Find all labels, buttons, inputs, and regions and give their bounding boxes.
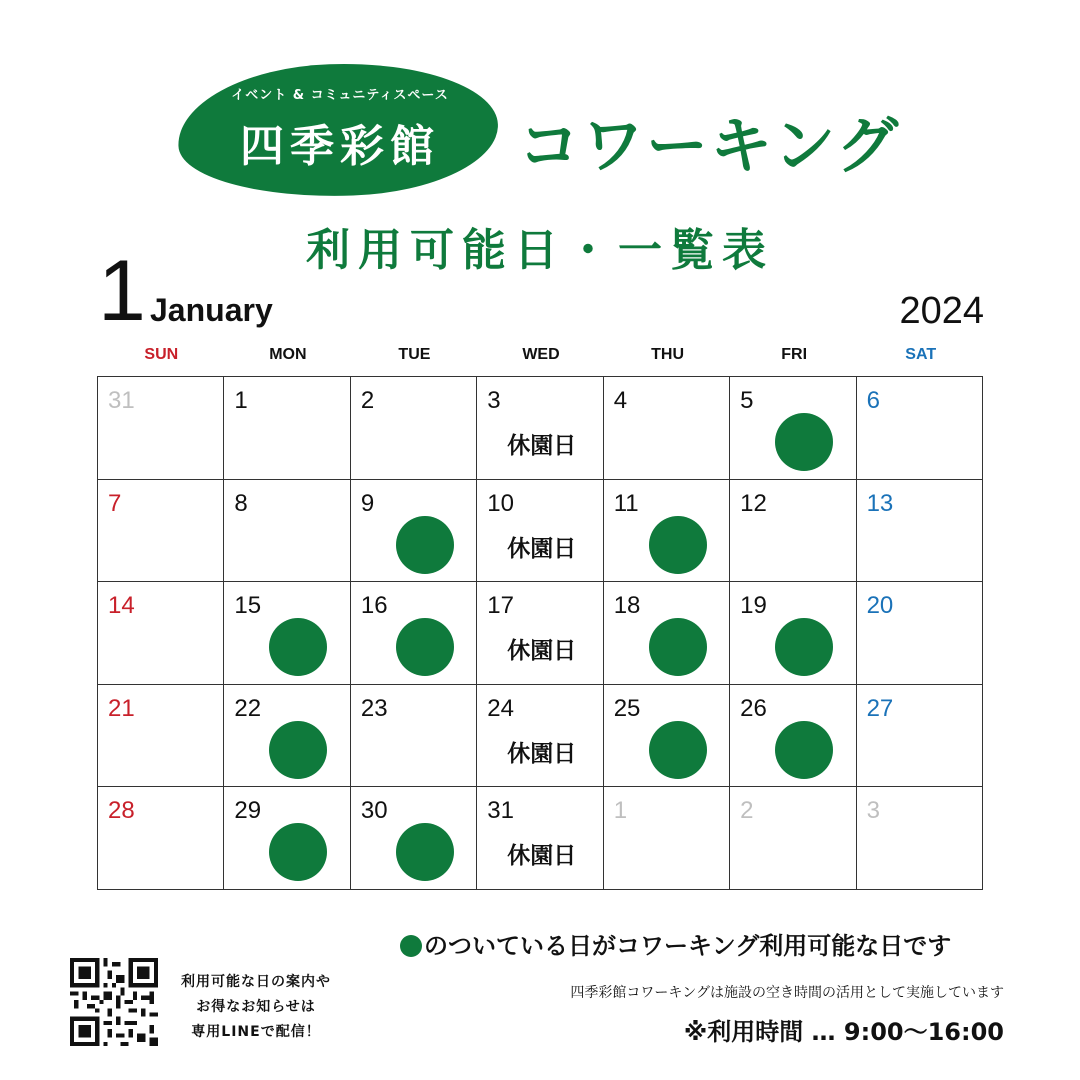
calendar-day-cell xyxy=(730,685,856,788)
day-number: 22 xyxy=(234,694,262,722)
calendar-day-cell xyxy=(224,377,350,480)
weekday-label: WED xyxy=(522,346,560,363)
day-number: 31 xyxy=(108,387,135,414)
calendar-day-cell xyxy=(98,582,224,685)
day-number: 4 xyxy=(613,387,628,414)
day-number: 1 xyxy=(234,387,248,414)
day-number: 1 xyxy=(613,797,628,825)
month-name: January xyxy=(150,292,273,328)
calendar-day-cell xyxy=(351,377,477,480)
logo-subtitle: イベント & コミュニティスペース xyxy=(231,88,449,103)
closed-label: 休園日 xyxy=(507,535,577,562)
closed-label: 休園日 xyxy=(507,433,577,459)
day-number: 27 xyxy=(866,694,894,722)
calendar-day-cell xyxy=(224,582,350,685)
green-dot-icon xyxy=(400,935,422,957)
calendar-day-cell xyxy=(477,582,603,685)
calendar-day-cell xyxy=(98,685,224,788)
day-number: 2 xyxy=(740,797,754,825)
day-number: 14 xyxy=(108,592,135,620)
line-info-line: 利用可能な日の案内や xyxy=(181,974,331,990)
legend xyxy=(400,926,1010,961)
calendar-day-cell xyxy=(604,377,730,480)
day-number: 9 xyxy=(360,489,375,517)
calendar-day-cell xyxy=(730,377,856,480)
day-number: 8 xyxy=(234,489,248,517)
calendar-day-cell xyxy=(98,787,224,890)
calendar-day-cell xyxy=(224,685,350,788)
calendar-day-cell xyxy=(477,787,603,890)
calendar-day-cell xyxy=(351,582,477,685)
calendar-day-cell xyxy=(857,685,983,788)
calendar-day-cell xyxy=(730,582,856,685)
calendar-day-cell xyxy=(477,685,603,788)
usage-hours: ※利用時間 … 9:00〜16:00 xyxy=(683,1018,1004,1046)
weekday-label: SAT xyxy=(905,346,937,363)
calendar-day-cell xyxy=(604,582,730,685)
year: 2024 xyxy=(899,290,984,332)
line-info xyxy=(166,970,346,1045)
calendar-day-cell xyxy=(224,787,350,890)
day-number: 28 xyxy=(108,797,135,825)
calendar-grid xyxy=(97,376,983,890)
qr-code-icon[interactable] xyxy=(70,958,158,1046)
day-number: 3 xyxy=(866,797,880,825)
day-number: 18 xyxy=(613,592,641,620)
page-subtitle: 利用可能日・一覧表 xyxy=(306,225,774,276)
weekday-label: SUN xyxy=(144,346,179,363)
calendar-day-cell xyxy=(351,685,477,788)
day-number: 21 xyxy=(108,694,135,722)
day-number: 3 xyxy=(487,387,501,414)
day-number: 17 xyxy=(487,592,514,620)
available-dot-icon xyxy=(396,618,454,676)
day-number: 2 xyxy=(360,387,375,414)
calendar-day-cell xyxy=(730,787,856,890)
weekday-label: TUE xyxy=(398,346,431,363)
available-dot-icon xyxy=(649,721,707,779)
day-number: 11 xyxy=(613,489,639,517)
day-number: 13 xyxy=(866,489,894,517)
available-dot-icon xyxy=(269,721,327,779)
calendar-day-cell xyxy=(224,480,350,583)
available-dot-icon xyxy=(775,721,833,779)
calendar-day-cell xyxy=(604,787,730,890)
calendar-day-cell xyxy=(857,377,983,480)
available-dot-icon xyxy=(649,516,707,574)
calendar-day-cell xyxy=(477,480,603,583)
available-dot-icon xyxy=(775,618,833,676)
calendar-day-cell xyxy=(604,685,730,788)
month-number: 1 xyxy=(98,243,146,339)
available-dot-icon xyxy=(396,823,454,881)
day-number: 31 xyxy=(487,797,514,825)
legend-text: のついている日がコワーキング利用可能な日です xyxy=(424,932,952,960)
day-number: 25 xyxy=(613,694,641,722)
available-dot-icon xyxy=(269,823,327,881)
calendar-day-cell xyxy=(857,582,983,685)
day-number: 15 xyxy=(234,592,262,620)
calendar-day-cell xyxy=(730,480,856,583)
weekday-header xyxy=(98,346,984,370)
weekday-label: THU xyxy=(651,346,684,363)
available-dot-icon xyxy=(396,516,454,574)
closed-label: 休園日 xyxy=(507,638,577,665)
weekday-label: FRI xyxy=(781,346,808,363)
day-number: 5 xyxy=(740,387,754,414)
available-dot-icon xyxy=(649,618,707,676)
calendar-day-cell xyxy=(857,787,983,890)
calendar-day-cell xyxy=(351,787,477,890)
logo-name: 四季彩館 xyxy=(240,121,440,172)
calendar-day-cell xyxy=(857,480,983,583)
calendar-day-cell xyxy=(98,377,224,480)
closed-label: 休園日 xyxy=(507,740,577,767)
available-dot-icon xyxy=(269,618,327,676)
calendar-day-cell xyxy=(98,480,224,583)
day-number: 19 xyxy=(740,592,767,620)
day-number: 12 xyxy=(740,489,767,517)
calendar-day-cell xyxy=(604,480,730,583)
weekday-label: MON xyxy=(269,346,307,363)
calendar-day-cell xyxy=(351,480,477,583)
day-number: 24 xyxy=(487,694,514,722)
line-info-line: 専用LINEで配信！ xyxy=(191,1024,321,1040)
page-title: コワーキング xyxy=(518,109,901,182)
day-number: 10 xyxy=(487,489,514,517)
day-number: 30 xyxy=(360,797,388,825)
day-number: 7 xyxy=(108,489,122,517)
day-number: 16 xyxy=(360,592,388,620)
day-number: 23 xyxy=(360,694,388,722)
available-dot-icon xyxy=(775,413,833,471)
line-info-line: お得なお知らせは xyxy=(196,999,316,1015)
usage-note: 四季彩館コワーキングは施設の空き時間の活用として実施しています xyxy=(570,985,1004,1001)
calendar-day-cell xyxy=(477,377,603,480)
day-number: 20 xyxy=(866,592,894,620)
day-number: 6 xyxy=(866,387,880,414)
day-number: 29 xyxy=(234,797,262,825)
day-number: 26 xyxy=(740,694,767,722)
closed-label: 休園日 xyxy=(507,843,577,870)
